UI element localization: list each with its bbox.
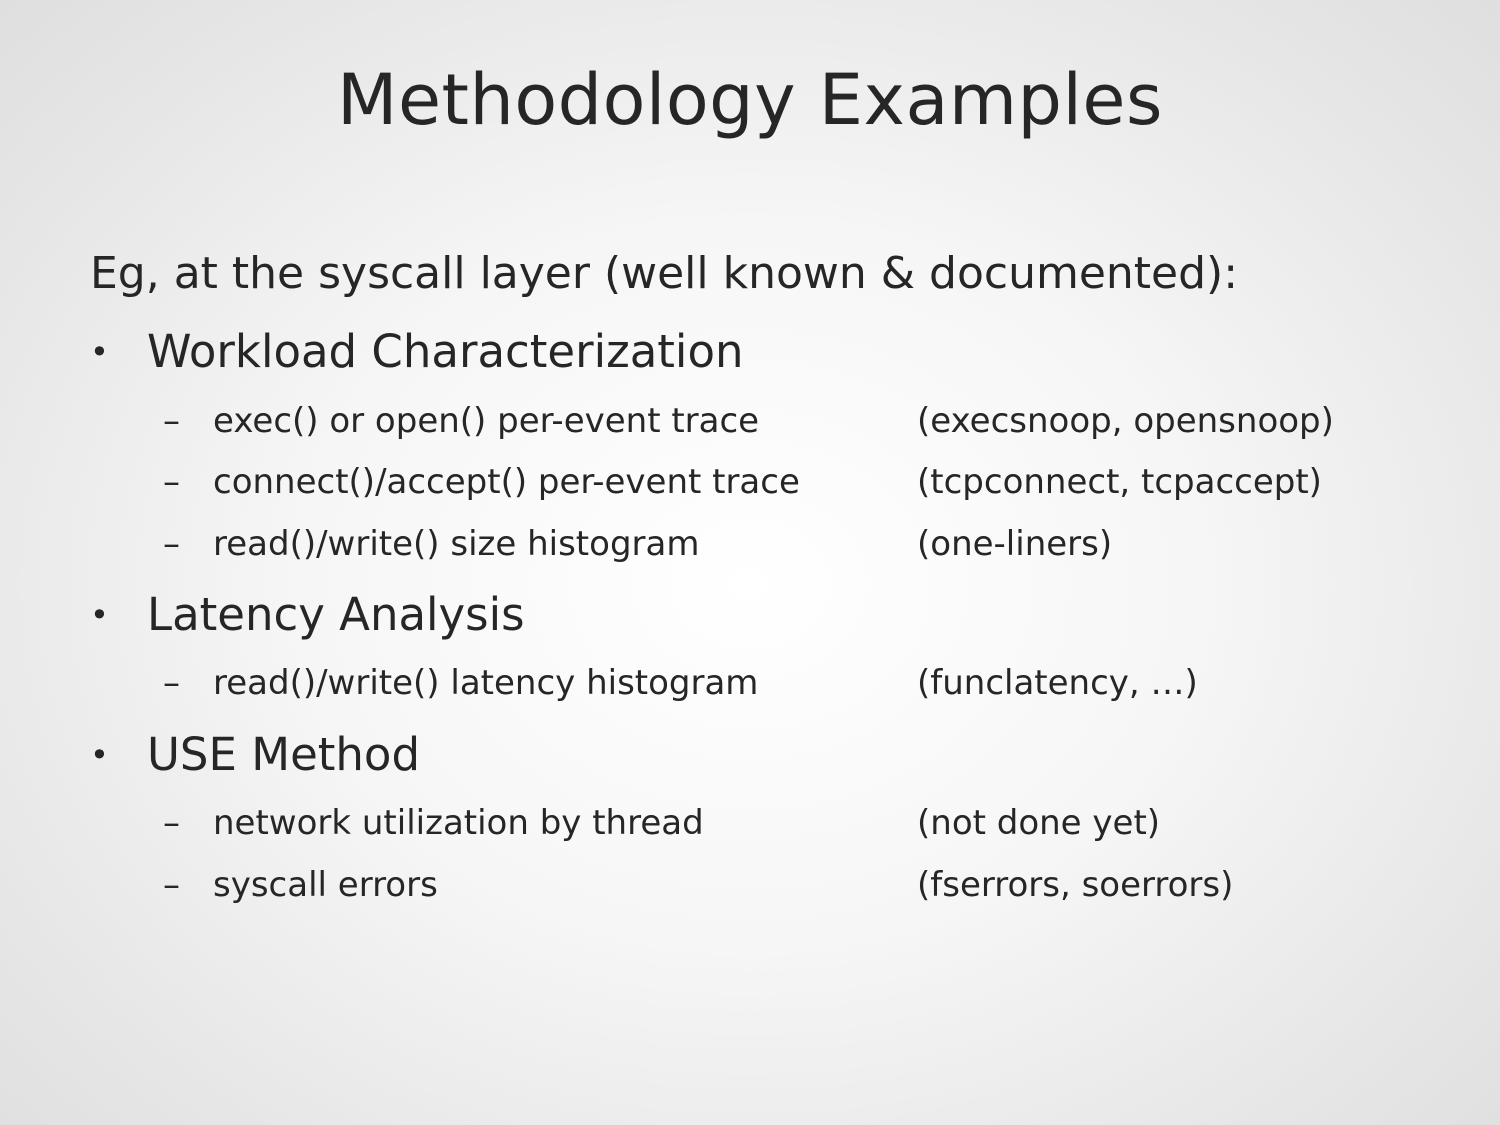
- sub-item: [163, 658, 1443, 708]
- bullet-marker: •: [90, 736, 109, 774]
- sub-item-tools: (fserrors, soerrors): [917, 865, 1234, 905]
- sub-item-description: exec() or open() per-event trace: [213, 401, 760, 441]
- sub-item-description: syscall errors: [213, 865, 438, 905]
- sub-item-tools: (one-liners): [917, 524, 1113, 564]
- sub-item-description: network utilization by thread: [213, 803, 704, 843]
- sub-item-tools: (tcpconnect, tcpaccept): [917, 462, 1322, 502]
- bullet-label: Latency Analysis: [147, 588, 525, 641]
- bullet-label: Workload Characterization: [147, 325, 744, 378]
- sub-item-tools: (not done yet): [917, 803, 1161, 843]
- sub-marker: –: [163, 803, 180, 843]
- sub-item-tools: (funclatency, …): [917, 663, 1198, 703]
- intro-text: Eg, at the syscall layer (well known & documented):: [90, 248, 1239, 299]
- sub-item: [163, 798, 1443, 848]
- sub-marker: –: [163, 865, 180, 905]
- slide-title: Methodology Examples: [337, 59, 1163, 141]
- sub-item-description: read()/write() size histogram: [213, 524, 700, 564]
- sub-item-description: connect()/accept() per-event trace: [213, 462, 800, 502]
- sub-item-tools: (execsnoop, opensnoop): [917, 401, 1334, 441]
- bullet-label: USE Method: [147, 728, 421, 781]
- sub-item: [163, 457, 1443, 507]
- sub-marker: –: [163, 663, 180, 703]
- bullet-marker: •: [90, 596, 109, 634]
- sub-item: [163, 860, 1443, 910]
- sub-marker: –: [163, 462, 180, 502]
- sub-item: [163, 396, 1443, 446]
- sub-marker: –: [163, 401, 180, 441]
- bullet-marker: •: [90, 333, 109, 371]
- sub-item-description: read()/write() latency histogram: [213, 663, 759, 703]
- sub-marker: –: [163, 524, 180, 564]
- sub-item: [163, 519, 1443, 569]
